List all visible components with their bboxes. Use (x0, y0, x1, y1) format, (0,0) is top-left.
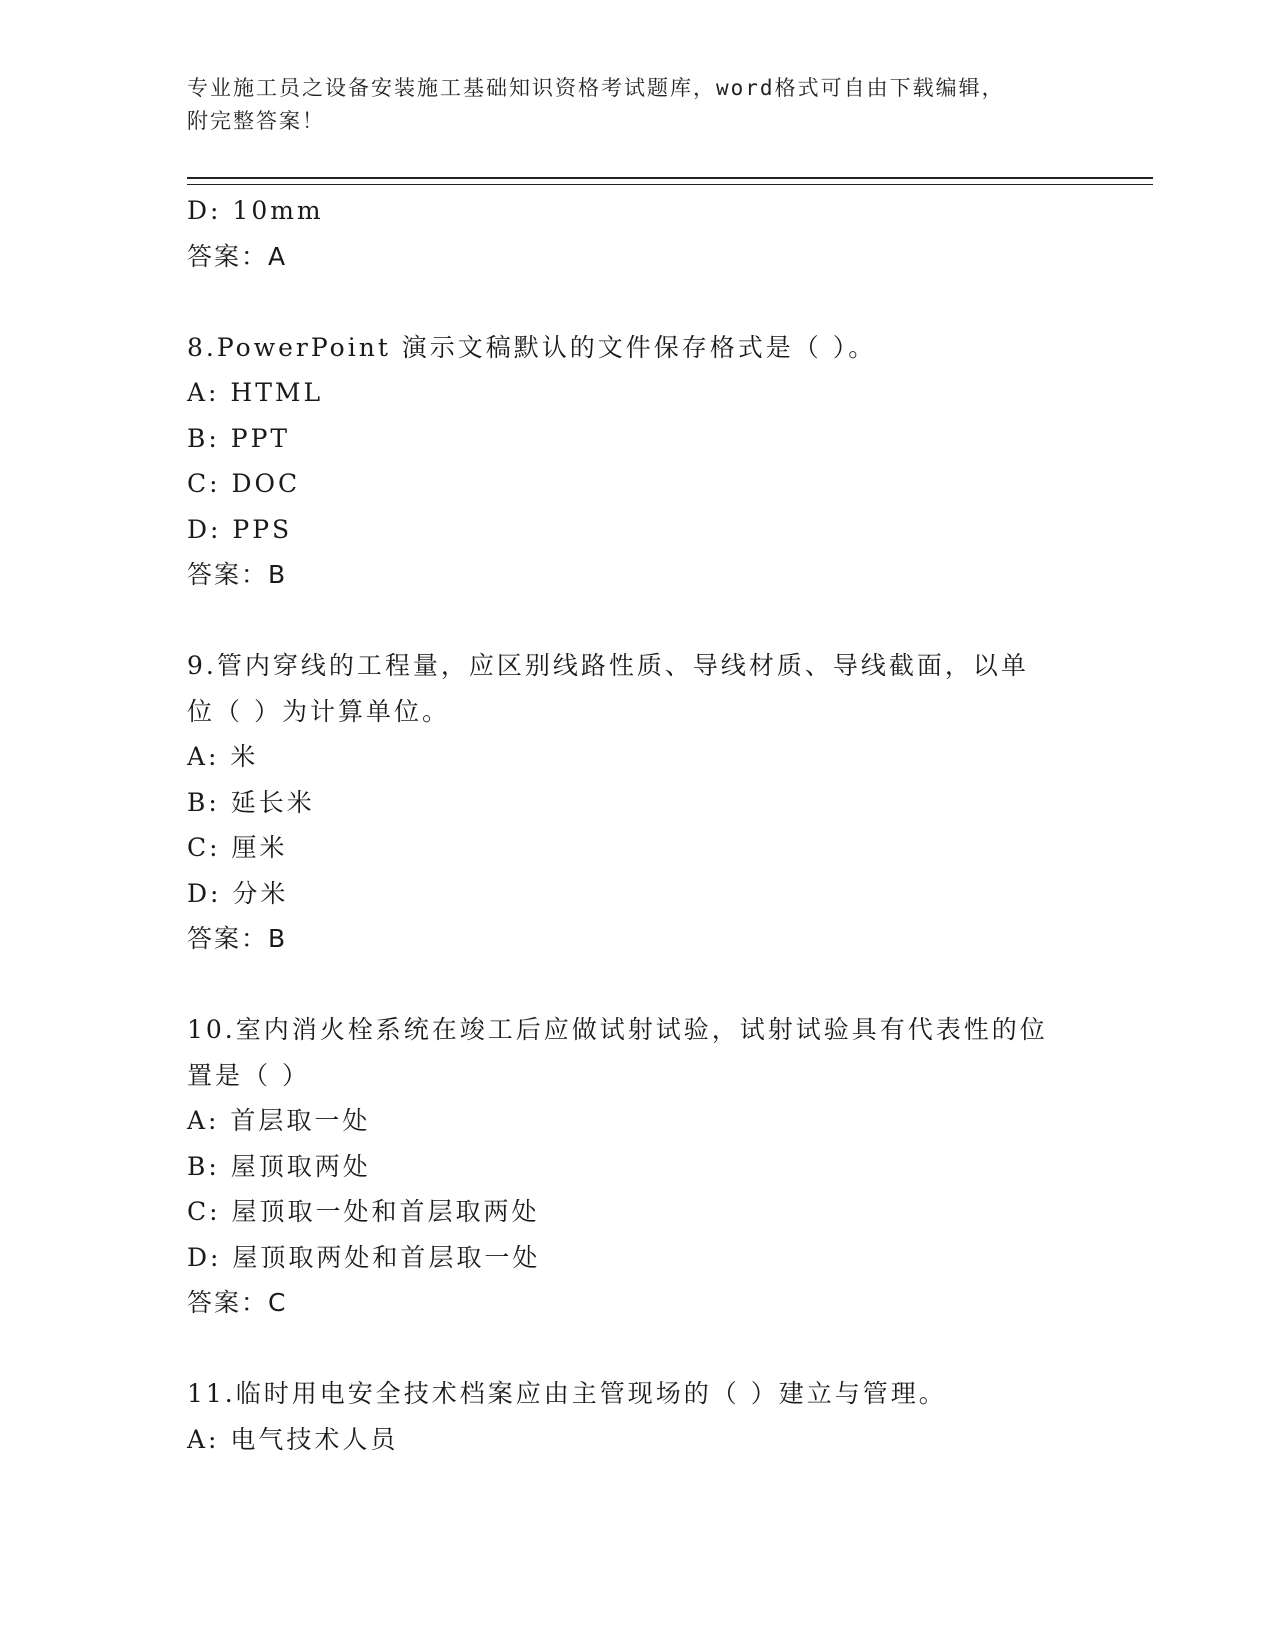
option-d: D: PPS (187, 514, 293, 544)
header-title-line-1: 专业施工员之设备安装施工基础知识资格考试题库，word格式可自由下载编辑， (187, 76, 1005, 100)
spacer (187, 962, 1087, 1008)
question-8 (187, 325, 1087, 598)
option-d: D: 10mm (187, 196, 324, 225)
option-a: A: HTML (187, 378, 324, 407)
option-b: B: 屋顶取两处 (187, 1151, 371, 1181)
question-9 (187, 643, 1087, 962)
answer-line: 答案：B (187, 924, 288, 953)
option-c: C: DOC (187, 469, 301, 498)
spacer (187, 279, 1087, 325)
document-header (187, 72, 1087, 138)
option-b: B: 延长米 (187, 787, 315, 817)
option-a: A: 米 (187, 742, 259, 771)
question-11 (187, 1371, 1087, 1462)
header-divider (187, 177, 1153, 185)
spacer (187, 598, 1087, 644)
answer-line: 答案：B (187, 560, 288, 589)
question-stem: 8.PowerPoint 演示文稿默认的文件保存格式是（ ）。 (187, 332, 877, 362)
option-c: C: 屋顶取一处和首层取两处 (187, 1197, 540, 1226)
question-stem: 10.室内消火栓系统在竣工后应做试射试验，试射试验具有代表性的位 (187, 1015, 1048, 1044)
question-10 (187, 1007, 1087, 1326)
question-stem-continued: 位（ ）为计算单位。 (187, 696, 450, 726)
option-d: D: 屋顶取两处和首层取一处 (187, 1242, 541, 1272)
option-c: C: 厘米 (187, 833, 288, 862)
option-b: B: PPT (187, 423, 291, 453)
spacer (187, 1326, 1087, 1372)
question-stem-continued: 置是（ ） (187, 1060, 310, 1090)
question-stem: 11.临时用电安全技术档案应由主管现场的（ ）建立与管理。 (187, 1379, 947, 1408)
document-body (187, 188, 1087, 1462)
answer-line: 答案：A (187, 241, 288, 271)
question-stem: 9.管内穿线的工程量，应区别线路性质、导线材质、导线截面，以单 (187, 651, 1029, 680)
option-d: D: 分米 (187, 878, 289, 908)
option-a: A: 首层取一处 (187, 1106, 371, 1135)
header-title-line-2: 附完整答案！ (187, 109, 325, 133)
answer-line: 答案：C (187, 1288, 288, 1317)
option-a: A: 电气技术人员 (187, 1424, 399, 1454)
